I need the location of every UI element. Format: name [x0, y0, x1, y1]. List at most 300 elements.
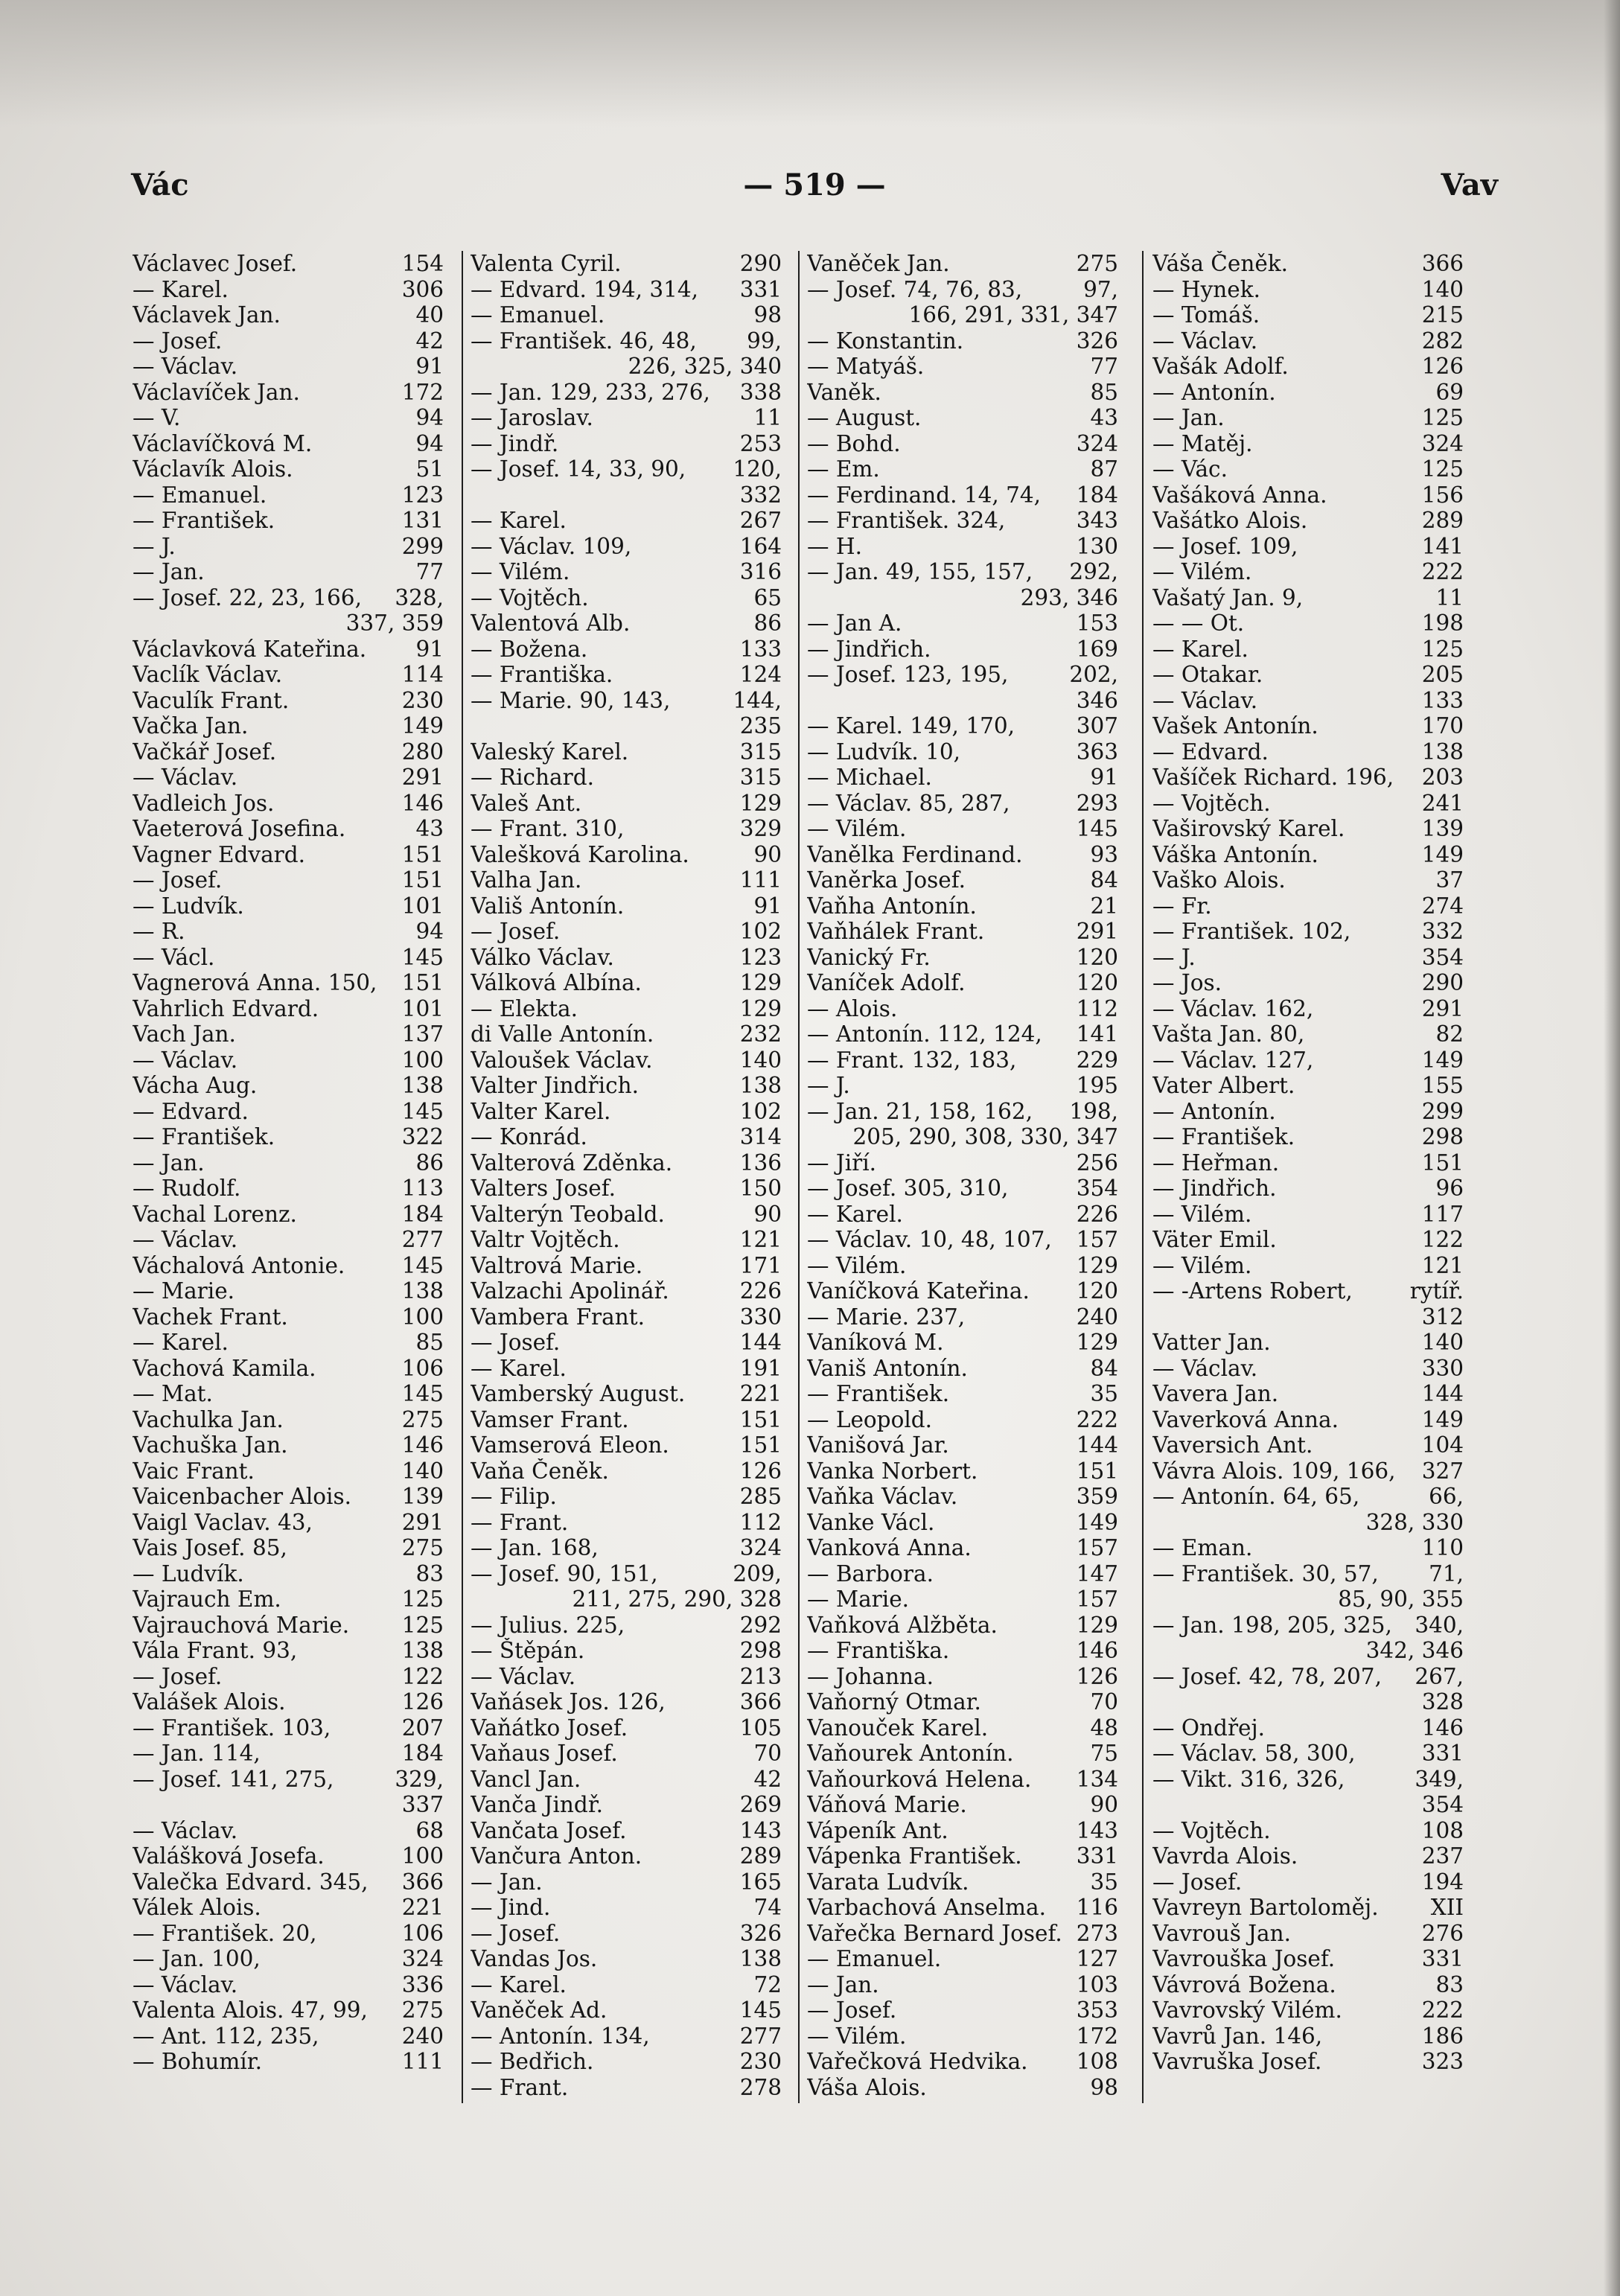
index-entry [807, 713, 1118, 739]
index-column-1 [133, 251, 444, 2075]
entry-name: — Josef. [471, 1920, 561, 1946]
entry-page-refs: 137 [401, 1021, 444, 1047]
index-entry [1152, 1895, 1464, 1921]
entry-page-refs: 172 [1076, 2023, 1118, 2049]
entry-page-refs: 278 [739, 2074, 782, 2100]
entry-page-refs: 221 [739, 1381, 782, 1406]
entry-page-refs: 151 [1421, 1149, 1464, 1176]
entry-name: Vaňka Václav. [807, 1484, 958, 1509]
entry-page-refs: 324 [1076, 430, 1118, 456]
entry-name: — František. 46, 48, [471, 328, 697, 354]
index-entry [471, 1356, 782, 1382]
entry-name: — Ferdinand. 14, 74, [807, 482, 1042, 508]
entry-page-refs: 324 [401, 1946, 444, 1971]
entry-page-refs: 106 [401, 1355, 444, 1381]
entry-name: Valter Karel. [471, 1098, 611, 1124]
entry-page-refs: 275 [401, 1406, 444, 1432]
index-entry [133, 1895, 444, 1921]
index-entry-continuation [1152, 1304, 1464, 1330]
index-entry [807, 1330, 1118, 1356]
entry-name: Valešková Karolina. [471, 841, 689, 867]
entry-page-refs: 144 [1076, 1432, 1118, 1458]
index-entry [471, 1921, 782, 1947]
index-entry [471, 302, 782, 328]
index-entry [807, 996, 1118, 1022]
index-entry [807, 739, 1118, 765]
index-entry [471, 1047, 782, 1074]
entry-page-refs: 138 [739, 1946, 782, 1971]
entry-name: — Václav. [133, 354, 238, 379]
entry-name: Vaněček Jan. [807, 251, 950, 276]
index-entry [1152, 765, 1464, 791]
entry-name: — Jan. [133, 559, 205, 584]
index-entry [1152, 1253, 1464, 1279]
entry-name: — Václav. [471, 1663, 576, 1689]
index-entry [133, 1997, 444, 2024]
entry-page-refs: 222 [1076, 1406, 1118, 1432]
entry-page-refs: 131 [401, 508, 444, 533]
entry-name: Vavrouška Josef. [1152, 1946, 1336, 1971]
entry-page-refs: 106 [401, 1920, 444, 1946]
entry-name: — Karel. 149, 170, [807, 713, 1015, 739]
index-entry [133, 996, 444, 1022]
index-entry [133, 1818, 444, 1844]
entry-page-refs: 330 [1421, 1355, 1464, 1381]
entry-name: — Jos. [1152, 970, 1222, 995]
entry-page-refs: 151 [739, 1406, 782, 1432]
index-entry [1152, 1843, 1464, 1869]
entry-page-refs: 354 [1421, 944, 1464, 970]
entry-page-refs: 75 [1090, 1741, 1118, 1766]
entry-page-refs: 86 [753, 610, 782, 636]
entry-name: Vála Frant. 93, [133, 1638, 298, 1663]
entry-name: Václavek Jan. [133, 302, 281, 328]
entry-page-refs: 117 [1421, 1201, 1464, 1227]
entry-name: — Leopold. [807, 1406, 933, 1432]
entry-page-refs: 129 [1076, 1612, 1118, 1638]
entry-page-refs: 366 [739, 1689, 782, 1715]
entry-page-refs: 298 [739, 1638, 782, 1663]
scan-shadow-right [1604, 0, 1620, 2296]
entry-name: Vanělka Ferdinand. [807, 841, 1023, 867]
index-entry [807, 251, 1118, 277]
entry-name: — Vilém. [1152, 559, 1252, 584]
index-entry [807, 1818, 1118, 1844]
entry-page-refs: 43 [1090, 405, 1118, 430]
header-left-catchword: Vác [131, 168, 189, 203]
entry-name: — František. [133, 508, 275, 533]
entry-page-refs: 99, [747, 328, 782, 354]
index-entry-continuation [1152, 1510, 1464, 1536]
index-entry [1152, 713, 1464, 739]
index-entry [471, 816, 782, 842]
entry-name: Vancl Jan. [471, 1766, 581, 1792]
entry-name: Vaclík Václav. [133, 662, 283, 687]
entry-page-refs: 42 [753, 1766, 782, 1792]
index-entry [471, 277, 782, 303]
entry-name: Vaňourková Helena. [807, 1766, 1032, 1792]
entry-page-refs: 145 [401, 944, 444, 970]
entry-page-refs: 292, [1069, 559, 1118, 584]
entry-name: Vanková Anna. [807, 1535, 972, 1560]
index-entry [471, 1895, 782, 1921]
entry-name: Vácha Aug. [133, 1073, 258, 1098]
entry-name: Varbachová Anselma. [807, 1895, 1046, 1920]
entry-page-refs: 120 [1076, 970, 1118, 995]
index-entry [471, 1073, 782, 1099]
index-entry [807, 970, 1118, 996]
entry-page-refs: 151 [1076, 1458, 1118, 1484]
index-entry [471, 1561, 782, 1587]
entry-page-refs: 291 [401, 765, 444, 790]
index-entry-continuation [1152, 1689, 1464, 1715]
index-entry [807, 1921, 1118, 1947]
index-entry [133, 1689, 444, 1715]
index-entry [1152, 559, 1464, 585]
index-entry [133, 380, 444, 406]
entry-page-refs: 211, 275, 290, 328 [572, 1587, 782, 1612]
entry-name: — J. [807, 1073, 850, 1098]
entry-name: — Jan. 168, [471, 1535, 599, 1560]
entry-name: — Konrád. [471, 1124, 587, 1149]
entry-page-refs: 240 [1076, 1304, 1118, 1330]
index-entry [1152, 1997, 1464, 2024]
entry-page-refs: 134 [1076, 1766, 1118, 1792]
index-entry [471, 559, 782, 585]
entry-name: Vachová Kamila. [133, 1355, 316, 1381]
entry-name: — Emanuel. [471, 302, 605, 328]
entry-name: — Václav. 58, 300, [1152, 1741, 1356, 1766]
entry-page-refs: 290 [739, 251, 782, 276]
entry-page-refs: 337 [401, 1792, 444, 1817]
entry-name: Vamser Frant. [471, 1406, 629, 1432]
entry-name: Váška Antonín. [1152, 841, 1318, 867]
entry-name: — Josef. [471, 1330, 561, 1355]
entry-name: — Barbora. [807, 1560, 934, 1587]
index-entry [807, 1561, 1118, 1587]
entry-name: Vařečka Bernard Josef. [807, 1920, 1062, 1946]
index-entry [1152, 893, 1464, 919]
index-entry [1152, 1124, 1464, 1150]
entry-page-refs: 222 [1421, 559, 1464, 584]
index-entry [133, 1484, 444, 1510]
entry-name: Vašátko Alois. [1152, 508, 1308, 533]
entry-name: — Josef. 141, 275, [133, 1766, 334, 1792]
entry-name: — Tomáš. [1152, 302, 1260, 328]
index-entry [1152, 816, 1464, 842]
entry-page-refs: 332 [1421, 919, 1464, 944]
entry-page-refs: 280 [401, 739, 444, 765]
index-entry-continuation [471, 354, 782, 380]
entry-page-refs: 326 [1076, 328, 1118, 354]
entry-name: — Jaroslav. [471, 405, 593, 430]
index-entry [133, 1921, 444, 1947]
entry-name: — Ondřej. [1152, 1715, 1266, 1741]
entry-name: Vaňaus Josef. [471, 1741, 618, 1766]
index-entry [1152, 842, 1464, 868]
index-entry [807, 1278, 1118, 1304]
entry-name: Vařečková Hedvika. [807, 2049, 1028, 2074]
entry-page-refs: 141 [1421, 533, 1464, 559]
entry-name: — František. 103, [133, 1715, 331, 1741]
entry-name: Valášek Alois. [133, 1689, 286, 1715]
index-entry [807, 637, 1118, 663]
index-entry [1152, 302, 1464, 328]
entry-name: — Václav. [133, 765, 238, 790]
entry-page-refs: XII [1430, 1895, 1464, 1920]
entry-page-refs: 230 [739, 2049, 782, 2074]
entry-page-refs: 146 [1421, 1715, 1464, 1741]
entry-page-refs: 83 [415, 1560, 444, 1587]
index-entry [1152, 1202, 1464, 1228]
index-entry [133, 1381, 444, 1407]
entry-page-refs: 267, [1415, 1663, 1464, 1689]
entry-page-refs: 125 [401, 1612, 444, 1638]
index-entry [1152, 508, 1464, 534]
entry-name: — Karel. [807, 1201, 903, 1227]
index-entry [1152, 996, 1464, 1022]
entry-page-refs: 102 [739, 1098, 782, 1124]
index-entry [471, 2075, 782, 2101]
entry-page-refs: 138 [739, 1073, 782, 1098]
entry-name: — Fr. [1152, 893, 1212, 919]
entry-name: Valenta Cyril. [471, 251, 622, 276]
entry-page-refs: 126 [1076, 1663, 1118, 1689]
index-entry [471, 328, 782, 354]
entry-page-refs: 331 [1421, 1741, 1464, 1766]
entry-name: Vanke Václ. [807, 1509, 935, 1535]
entry-page-refs: 66, [1429, 1484, 1464, 1509]
entry-name: — Karel. [1152, 636, 1249, 662]
entry-page-refs: 150 [739, 1176, 782, 1201]
entry-page-refs: 277 [739, 2023, 782, 2049]
entry-name: — Bohd. [807, 430, 901, 456]
index-entry [133, 1150, 444, 1176]
entry-name: — J. [133, 533, 176, 559]
entry-page-refs: 130 [1076, 533, 1118, 559]
entry-page-refs: 253 [739, 430, 782, 456]
entry-name: — Julius. 225, [471, 1612, 625, 1638]
index-entry [133, 1176, 444, 1202]
index-entry [471, 1741, 782, 1767]
entry-name: — Josef. 109, [1152, 533, 1298, 559]
index-entry [807, 508, 1118, 534]
entry-page-refs: 126 [401, 1689, 444, 1715]
entry-name: Vamberský August. [471, 1381, 686, 1406]
entry-page-refs: 51 [415, 456, 444, 482]
index-entry [133, 970, 444, 996]
entry-page-refs: 125 [1421, 636, 1464, 662]
entry-name: Vambera Frant. [471, 1304, 645, 1330]
entry-name: Valtrová Marie. [471, 1252, 643, 1278]
entry-page-refs: 87 [1090, 456, 1118, 482]
entry-page-refs: 184 [401, 1741, 444, 1766]
entry-name: — Matyáš. [807, 354, 925, 379]
entry-page-refs: 136 [739, 1149, 782, 1176]
entry-page-refs: 100 [401, 1843, 444, 1869]
entry-page-refs: 98 [1090, 2074, 1118, 2100]
entry-name: Válek Alois. [133, 1895, 261, 1920]
entry-page-refs: 184 [1076, 482, 1118, 508]
entry-page-refs: 120, [733, 456, 782, 482]
entry-page-refs: 290 [1421, 970, 1464, 995]
index-entry [807, 791, 1118, 817]
entry-name: — Václav. 162, [1152, 995, 1314, 1021]
index-entry [133, 1227, 444, 1253]
entry-page-refs: 129 [1076, 1252, 1118, 1278]
entry-name: — Jan. 100, [133, 1946, 261, 1971]
entry-name: — Frant. [471, 1509, 569, 1535]
index-entry [471, 1381, 782, 1407]
index-entry [807, 482, 1118, 508]
entry-page-refs: 110 [1421, 1535, 1464, 1560]
entry-name: Vaníček Adolf. [807, 970, 966, 995]
entry-name: Vanišová Jar. [807, 1432, 949, 1458]
entry-page-refs: 125 [1421, 456, 1464, 482]
entry-page-refs: 140 [401, 1458, 444, 1484]
entry-name: — Eman. [1152, 1535, 1253, 1560]
index-entry [133, 867, 444, 893]
index-entry [471, 945, 782, 971]
entry-name: Vagnerová Anna. 150, [133, 970, 377, 995]
entry-name: — Václav. 10, 48, 107, [807, 1227, 1052, 1252]
index-entry [133, 713, 444, 739]
entry-name: — František. [1152, 1124, 1295, 1149]
entry-name: — Vilém. [807, 1252, 907, 1278]
entry-name: — Edvard. [133, 1098, 249, 1124]
index-entry [471, 1767, 782, 1793]
entry-page-refs: 90 [753, 841, 782, 867]
index-entry [807, 765, 1118, 791]
index-entry [807, 277, 1118, 303]
entry-name: Vater Albert. [1152, 1073, 1295, 1098]
entry-page-refs: 114 [401, 662, 444, 687]
entry-name: Vavreyn Bartoloměj. [1152, 1895, 1379, 1920]
entry-page-refs: 43 [415, 816, 444, 841]
entry-name: — Jindřich. [807, 636, 931, 662]
entry-page-refs: 121 [1421, 1252, 1464, 1278]
entry-name: — Božena. [471, 636, 588, 662]
entry-name: Vančura Anton. [471, 1843, 642, 1869]
index-entry [1152, 791, 1464, 817]
entry-page-refs: 145 [401, 1252, 444, 1278]
entry-name: Vaic Frant. [133, 1458, 255, 1484]
entry-page-refs: 101 [401, 893, 444, 919]
entry-page-refs: 149 [401, 713, 444, 739]
entry-name: — Frant. 310, [471, 816, 625, 841]
entry-page-refs: 229 [1076, 1047, 1118, 1073]
entry-page-refs: 84 [1090, 1355, 1118, 1381]
entry-page-refs: 198, [1069, 1098, 1118, 1124]
entry-page-refs: 120 [1076, 1278, 1118, 1304]
index-entry [471, 1510, 782, 1536]
index-entry [471, 1997, 782, 2024]
index-entry [471, 1227, 782, 1253]
entry-name: — Otakar. [1152, 662, 1263, 687]
entry-page-refs: 274 [1421, 893, 1464, 919]
index-entry [133, 277, 444, 303]
entry-page-refs: 153 [1076, 610, 1118, 636]
entry-page-refs: 221 [401, 1895, 444, 1920]
index-entry [471, 1869, 782, 1895]
entry-page-refs: 312 [1421, 1304, 1464, 1330]
entry-name: Valečka Edvard. 345, [133, 1869, 369, 1895]
entry-page-refs: 40 [415, 302, 444, 328]
entry-name: — Jan. 49, 155, 157, [807, 559, 1033, 584]
index-entry [1152, 637, 1464, 663]
index-entry [1152, 1176, 1464, 1202]
entry-page-refs: 70 [753, 1741, 782, 1766]
entry-name: — Antonín. 134, [471, 2023, 650, 2049]
index-entry [807, 893, 1118, 919]
index-entry [1152, 688, 1464, 714]
entry-page-refs: 133 [739, 636, 782, 662]
index-entry [133, 816, 444, 842]
index-entry [1152, 1535, 1464, 1561]
index-entry [807, 842, 1118, 868]
index-entry [133, 919, 444, 945]
entry-page-refs: 237 [1421, 1843, 1464, 1869]
entry-page-refs: 331 [1076, 1843, 1118, 1869]
index-entry [1152, 431, 1464, 457]
entry-page-refs: 277 [401, 1227, 444, 1252]
entry-name: — Václav. 109, [471, 533, 632, 559]
index-entry [807, 919, 1118, 945]
entry-name: Vaicenbacher Alois. [133, 1484, 351, 1509]
entry-name: — Frant. 132, 183, [807, 1047, 1017, 1073]
index-entry [133, 1767, 444, 1793]
entry-page-refs: 171 [739, 1252, 782, 1278]
index-entry [807, 1381, 1118, 1407]
index-entry [807, 2049, 1118, 2075]
entry-page-refs: 149 [1076, 1509, 1118, 1535]
entry-page-refs: 126 [739, 1458, 782, 1484]
entry-name: — Heřman. [1152, 1149, 1280, 1176]
entry-page-refs: 144, [733, 687, 782, 713]
entry-page-refs: 186 [1421, 2023, 1464, 2049]
entry-page-refs: 226, 325, 340 [628, 354, 782, 379]
entry-name: Varata Ludvík. [807, 1869, 969, 1895]
entry-name: — Josef. [133, 1663, 223, 1689]
entry-name: Vaněček Ad. [471, 1997, 608, 2023]
entry-name: — Filip. [471, 1484, 557, 1509]
index-entry [807, 1997, 1118, 2024]
index-entry [471, 1407, 782, 1433]
entry-page-refs: 122 [401, 1663, 444, 1689]
entry-page-refs: 328, 330 [1365, 1509, 1464, 1535]
entry-page-refs: 226 [1076, 1201, 1118, 1227]
index-entry [471, 662, 782, 688]
entry-name: — — Ot. [1152, 610, 1245, 636]
entry-name: Vach Jan. [133, 1021, 236, 1047]
entry-name: — Vojtěch. [1152, 1817, 1271, 1843]
entry-name: Vaňková Alžběta. [807, 1612, 998, 1638]
index-entry [1152, 2049, 1464, 2075]
entry-page-refs: 276 [1421, 1920, 1464, 1946]
index-entry [1152, 919, 1464, 945]
entry-page-refs: 94 [415, 405, 444, 430]
entry-page-refs: 154 [401, 251, 444, 276]
entry-name: — Antonín. 112, 124, [807, 1021, 1042, 1047]
entry-page-refs: 108 [1076, 2049, 1118, 2074]
entry-name: — Vác. [1152, 456, 1228, 482]
index-entry [1152, 380, 1464, 406]
index-entry [133, 585, 444, 611]
index-entry-continuation [133, 1792, 444, 1818]
entry-name: Valha Jan. [471, 867, 582, 893]
entry-name: Vašta Jan. 80, [1152, 1021, 1305, 1047]
index-entry-continuation [807, 302, 1118, 328]
